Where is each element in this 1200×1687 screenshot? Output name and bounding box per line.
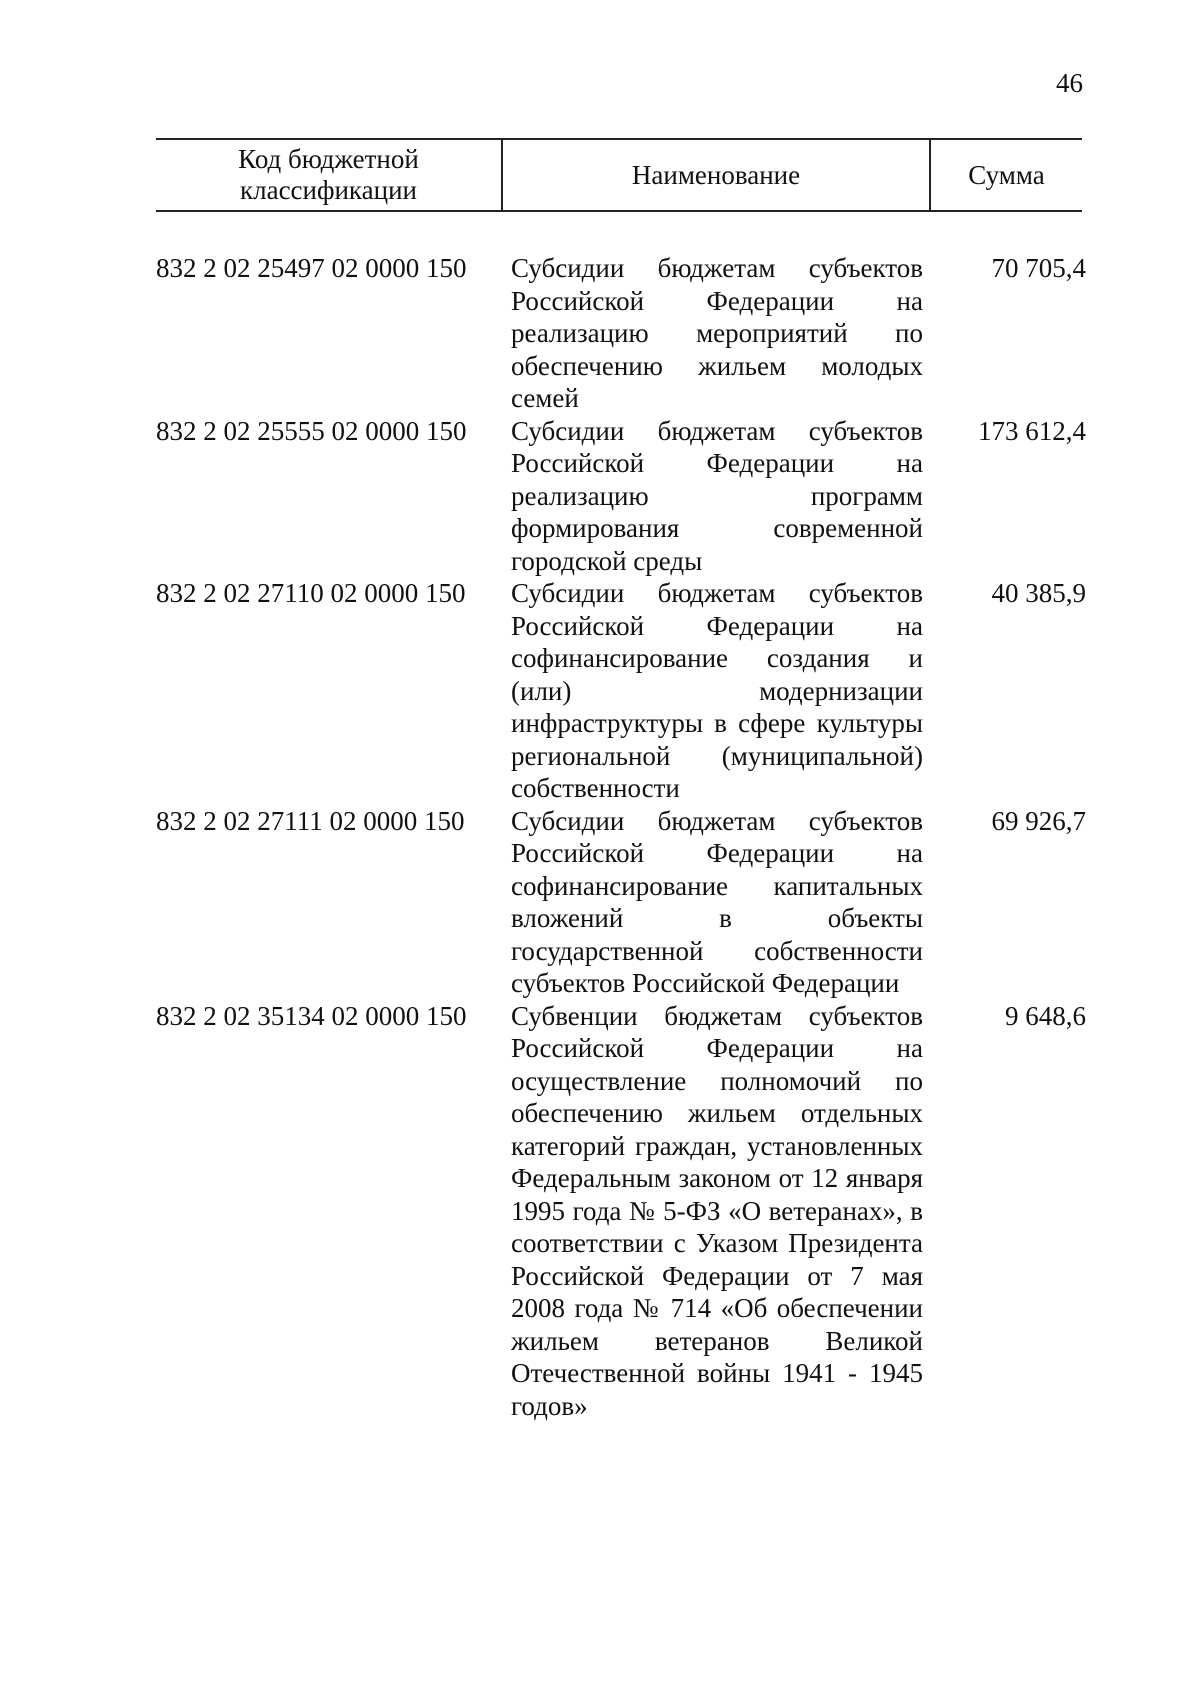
row-code: 832 2 02 25497 02 0000 150 <box>156 253 467 283</box>
table-row <box>156 252 1086 415</box>
row-name: Субвенции бюджетам субъектов Российской Федерации на осуществление полномочий по обеспечению жильем отдельных категорий граждан, установленных Федеральным законом от 12 января 1995 года № 5-ФЗ «О ветеранах», в соответствии с Указом Президента Российской Федерации от 7 мая 2008 года № 714 «Об обеспечении жильем ветеранов Великой Отечественной войны 1941 - 1945 годов» <box>511 1000 923 1421</box>
table-row <box>156 577 1086 805</box>
table-row <box>156 1000 1086 1423</box>
row-sum: 40 385,9 <box>991 578 1086 608</box>
row-name: Субсидии бюджетам субъектов Российской Федерации на софинансирование создания и (или) модернизации инфраструктуры в сфере культуры региональной (муниципальной) собственности <box>511 578 923 803</box>
row-sum: 70 705,4 <box>991 253 1086 283</box>
table-body <box>156 252 1086 1422</box>
row-name: Субсидии бюджетам субъектов Российской Федерации на реализацию программ формирования современной городской среды <box>511 415 923 576</box>
row-code: 832 2 02 35134 02 0000 150 <box>156 1000 467 1031</box>
row-code: 832 2 02 27110 02 0000 150 <box>156 578 466 608</box>
row-code: 832 2 02 27111 02 0000 150 <box>156 805 465 836</box>
table-header <box>156 138 1082 212</box>
row-name: Субсидии бюджетам субъектов Российской Федерации на реализацию мероприятий по обеспечению жильем молодых семей <box>511 253 923 413</box>
row-sum: 69 926,7 <box>991 805 1086 836</box>
header-sum: Сумма <box>968 159 1045 190</box>
row-name: Субсидии бюджетам субъектов Российской Федерации на софинансирование капитальных вложений в объекты государственной собственности субъектов Российской Федерации <box>511 805 923 998</box>
table-row <box>156 805 1086 1000</box>
table-row <box>156 415 1086 578</box>
page-number: 46 <box>1056 68 1083 98</box>
header-code: Код бюджетной классификации <box>156 140 503 210</box>
row-code: 832 2 02 25555 02 0000 150 <box>156 415 467 446</box>
row-sum: 173 612,4 <box>978 415 1086 446</box>
header-name: Наименование <box>503 140 931 210</box>
row-sum: 9 648,6 <box>1005 1000 1086 1031</box>
